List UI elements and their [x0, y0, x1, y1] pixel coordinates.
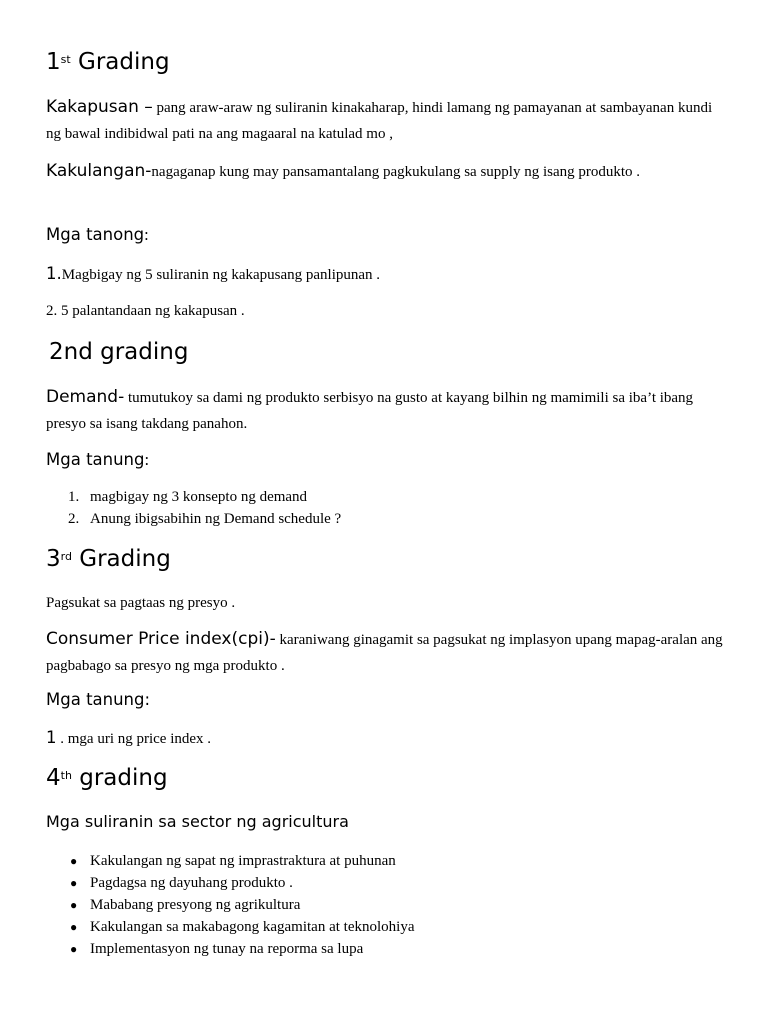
questions-label-text: Mga tanung [46, 450, 145, 469]
questions-label-1 [46, 224, 149, 246]
list-item [68, 938, 414, 960]
numbered-list-2 [68, 486, 341, 530]
list-item [68, 850, 414, 872]
term-cpi: Consumer Price index(cpi)- [46, 629, 276, 649]
term-kakulangan: Kakulangan- [46, 161, 152, 181]
heading-superscript: th [60, 769, 72, 782]
heading-superscript: rd [60, 550, 72, 563]
term-kakapusan: Kakapusan – [46, 97, 153, 117]
heading-superscript: st [60, 53, 71, 66]
list-item [68, 894, 414, 916]
question-1-1 [46, 263, 380, 286]
definition-kakulangan: nagaganap kung may pansamantalang pagkukulang sa supply ng isang produkto . [151, 164, 641, 180]
heading-3rd-grading [46, 545, 171, 573]
question-number: 1. [46, 264, 62, 283]
bullet-icon: ● [70, 854, 78, 868]
list-marker: 2. [68, 511, 80, 527]
question-text: . mga uri ng price index . [56, 731, 212, 747]
heading-1st-grading [46, 48, 170, 76]
heading-number: 1 [46, 49, 61, 75]
heading-2nd-grading: 2nd grading [49, 339, 189, 365]
definition-cpi: karaniwang ginagamit sa pagsukat ng implasyon upang mapag-aralan ang pagbabago sa presyo ng mga produkto . [46, 632, 723, 674]
questions-label-colon: : [144, 450, 150, 469]
questions-label-text: Mga tanong [46, 225, 145, 244]
bullet-icon: ● [70, 920, 78, 934]
heading-4th-grading [46, 764, 168, 792]
bullet-icon: ● [70, 898, 78, 912]
paragraph-demand [46, 384, 726, 437]
heading-number: 4 [46, 765, 61, 791]
list-item-text: Pagdagsa ng dayuhang produkto . [90, 875, 293, 891]
bullet-icon: ● [70, 942, 78, 956]
heading-text: Grading [70, 49, 170, 75]
heading-text: grading [71, 765, 168, 791]
subheading-agricultura: Mga suliranin sa sector ng agricultura [46, 812, 349, 831]
question-1-2: 2. 5 palantandaan ng kakapusan . [46, 303, 245, 319]
paragraph-pagsukat: Pagsukat sa pagtaas ng presyo . [46, 595, 236, 611]
bullet-list-4 [68, 850, 414, 960]
list-item [68, 508, 341, 530]
list-item [68, 486, 341, 508]
question-text: Magbigay ng 5 suliranin ng kakapusang panlipunan . [61, 267, 381, 283]
list-item-text: Kakulangan sa makabagong kagamitan at teknolohiya [90, 919, 415, 935]
questions-label-colon: : [144, 225, 149, 244]
list-marker: 1. [68, 489, 80, 505]
paragraph-cpi [46, 626, 726, 679]
list-item-text: Mababang presyong ng agrikultura [90, 897, 301, 913]
definition-kakapusan: pang araw-araw ng suliranin kinakaharap, hindi lamang ng pamayanan at sambayanan kundi ng bawal indibidwal pati na ang magaaral na katulad mo , [46, 100, 713, 142]
term-demand: Demand- [46, 387, 125, 407]
paragraph-kakulangan [46, 158, 726, 185]
paragraph-kakapusan [46, 94, 726, 147]
question-3-1 [46, 727, 211, 750]
list-item [68, 916, 414, 938]
questions-label-2 [46, 449, 149, 471]
list-item-text: Kakulangan ng sapat ng imprastraktura at puhunan [90, 853, 396, 869]
questions-label-3: Mga tanung: [46, 690, 151, 709]
heading-text: Grading [71, 546, 171, 572]
list-item [68, 872, 414, 894]
bullet-icon: ● [70, 876, 78, 890]
definition-demand: tumutukoy sa dami ng produkto serbisyo na gusto at kayang bilhin ng mamimili sa iba’t ibang presyo sa isang takdang panahon. [46, 390, 694, 432]
heading-number: 3 [46, 546, 61, 572]
question-number: 1 [46, 728, 57, 747]
list-item-text: magbigay ng 3 konsepto ng demand [90, 489, 308, 505]
list-item-text: Anung ibigsabihin ng Demand schedule ? [90, 511, 342, 527]
list-item-text: Implementasyon ng tunay na reporma sa lupa [90, 941, 364, 957]
